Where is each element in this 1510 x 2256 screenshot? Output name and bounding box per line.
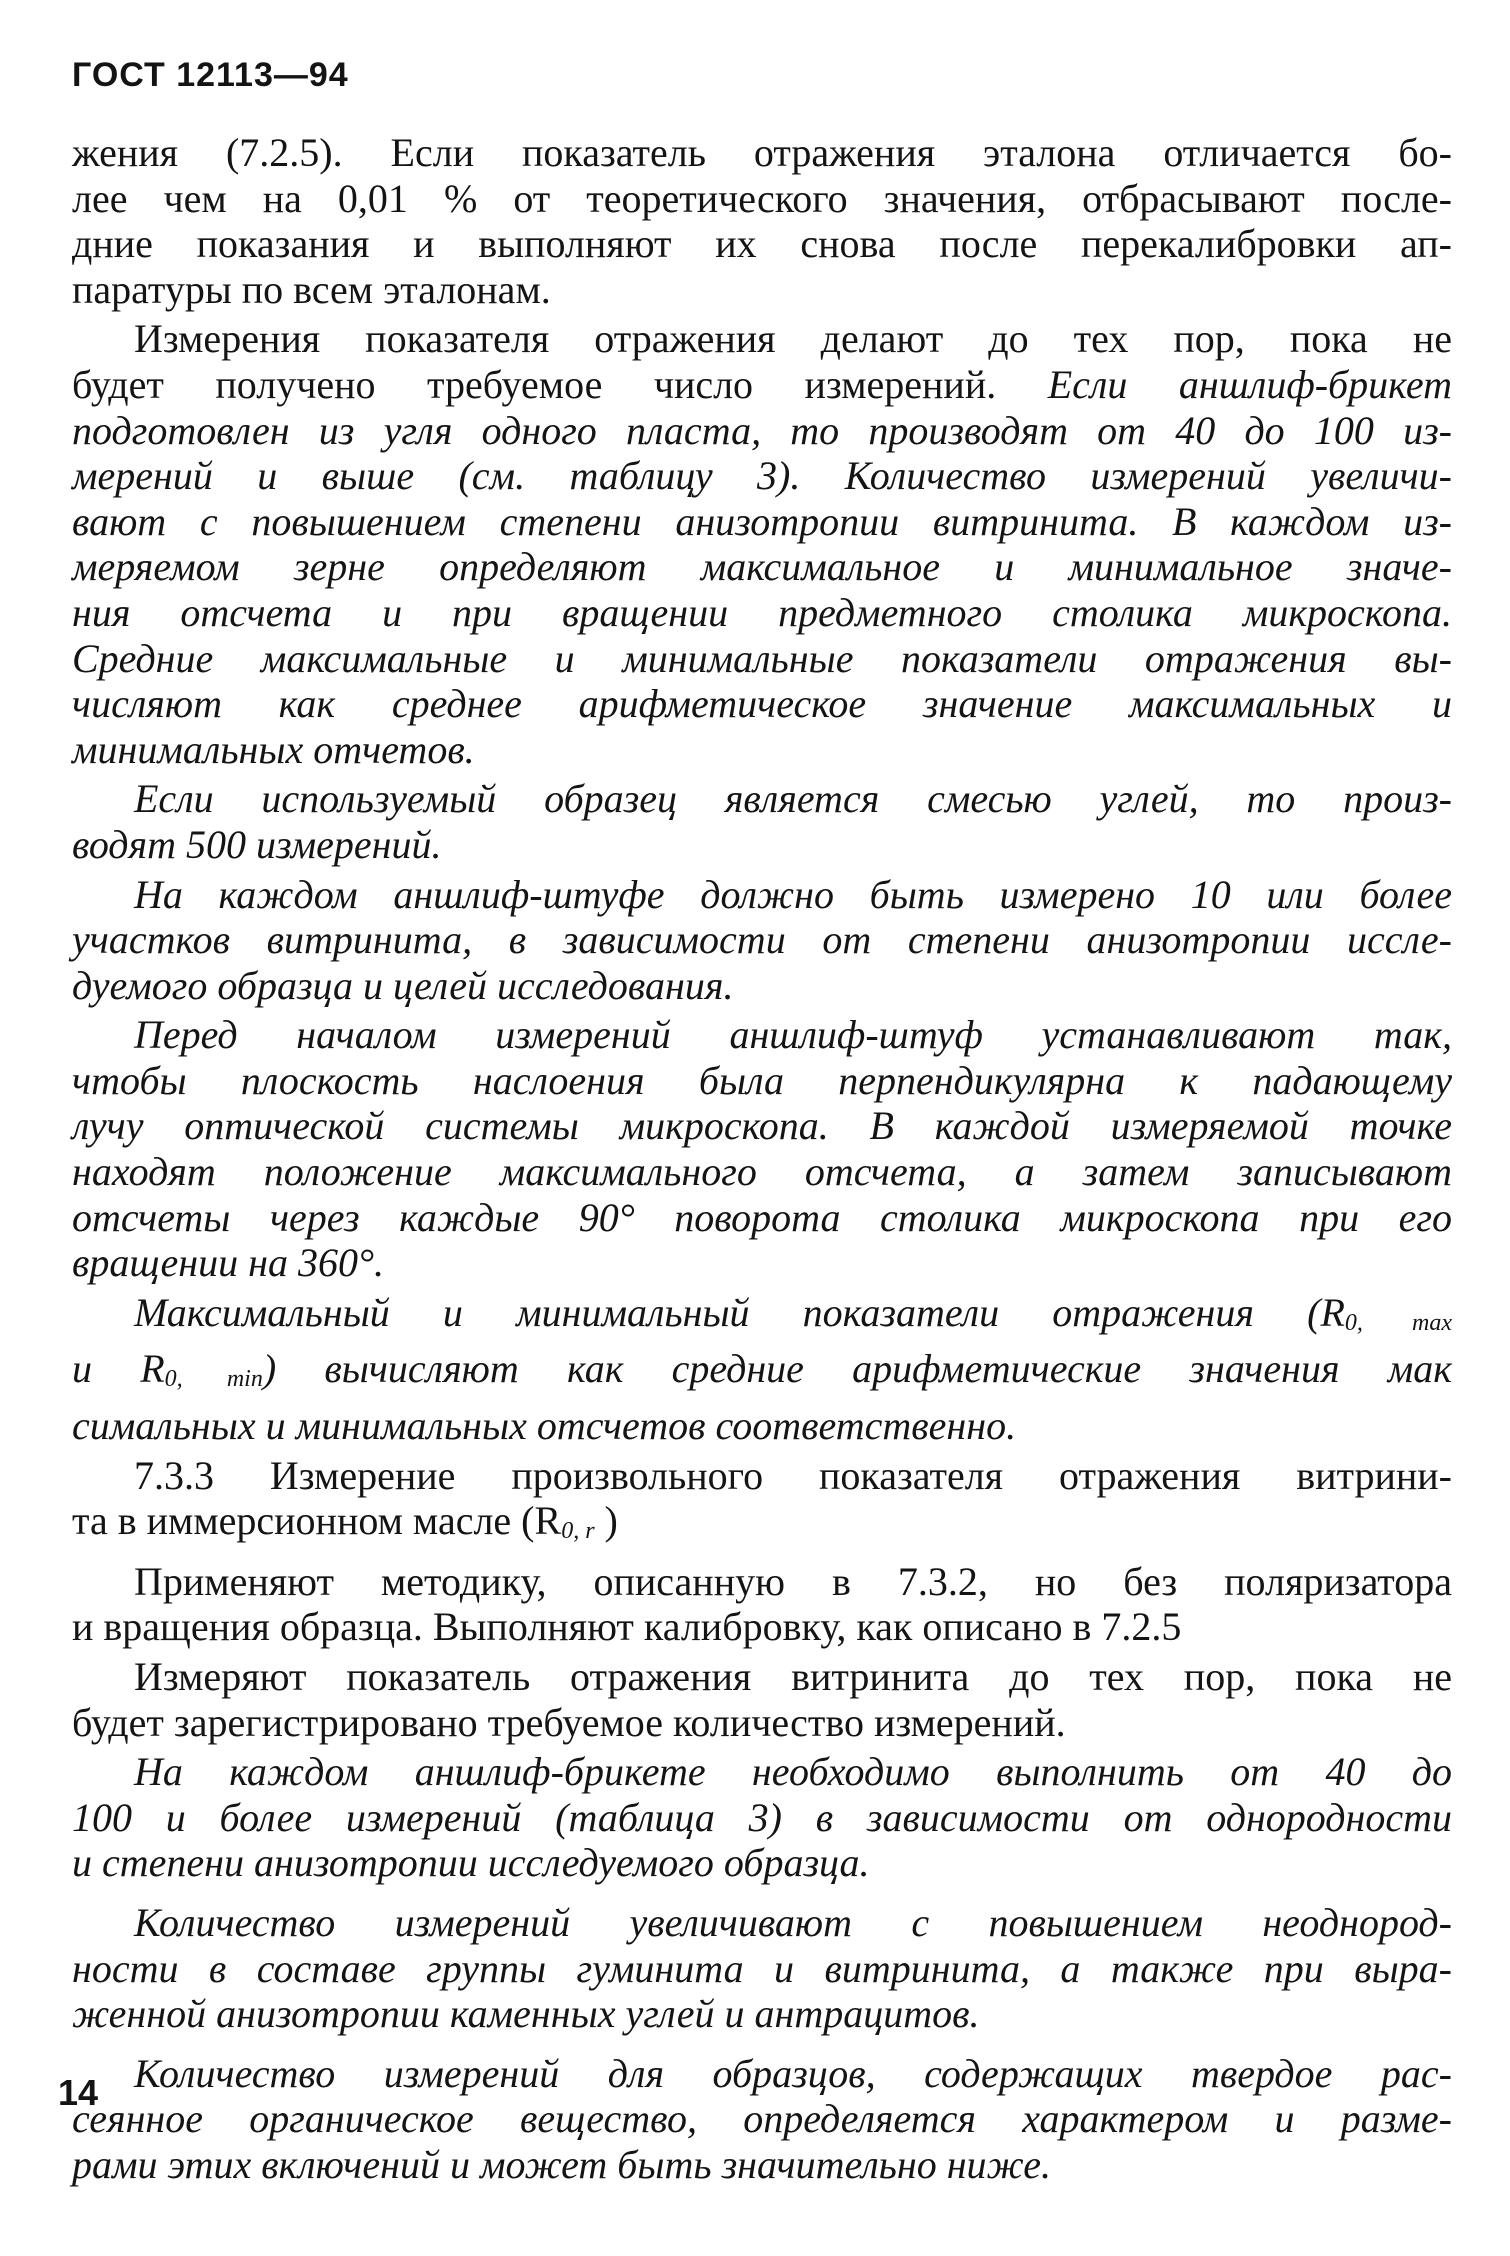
text-line: и степени анизотропии исследуемого образца. (72, 1840, 870, 1886)
text-line: женной анизотропии каменных углей и антрацитов. (72, 1991, 980, 2037)
page-number: 14 (58, 2072, 99, 2113)
paragraph (72, 776, 1452, 867)
text-line: будет зарегистрировано требуемое количество измерений. (72, 1699, 1066, 1745)
text-line: Если используемый образец является смесью углей, то произ- (134, 776, 1452, 822)
text-span: ) вычисляют как средние арифметические значения мак (262, 1346, 1453, 1392)
text-span-italic: Если аншлиф-брикет (1047, 361, 1452, 407)
text-line: симальных и минимальных отсчетов соответственно. (72, 1403, 1017, 1449)
paragraph (72, 1654, 1452, 1745)
text-line: отсчеты через каждые 90° поворота столика микроскопа при его (72, 1194, 1452, 1240)
text-line: лучу оптической системы микроскопа. В каждой измеряемой точке (72, 1103, 1452, 1149)
text-line: водят 500 измерений. (72, 821, 442, 867)
paragraph (72, 1012, 1452, 1286)
text-line: дуемого образца и целей исследования. (72, 962, 734, 1008)
text-span: будет получено требуемое число измерений. (72, 361, 997, 407)
paragraph (72, 130, 1452, 312)
paragraph (72, 2051, 1452, 2188)
text-line: Средние максимальные и минимальные показатели отражения вы- (72, 635, 1452, 681)
subscript: 0, max (1344, 1309, 1452, 1336)
text-line: чтобы плоскость наслоения была перпендикулярна к падающему (72, 1057, 1452, 1103)
text-line: участков витринита, в зависимости от степени анизотропии иссле- (72, 917, 1452, 963)
text-line: ния отсчета и при вращении предметного столика микроскопа. (72, 589, 1452, 635)
text-line: На каждом аншлиф-штуфе должно быть измерено 10 или более (134, 871, 1452, 917)
text-line (72, 1346, 1452, 1403)
paragraph (72, 1900, 1452, 2037)
text-line: и вращения образца. Выполняют калибровку, как описано в 7.2.5 (72, 1604, 1182, 1650)
text-line (72, 1498, 1452, 1555)
text-line: меряемом зерне определяют максимальное и минимальное значе- (72, 544, 1452, 590)
text-line: вают с повышением степени анизотропии витринита. В каждом из- (72, 498, 1452, 544)
text-line: рами этих включений и может быть значительно ниже. (72, 2141, 1051, 2187)
text-line: жения (7.2.5). Если показатель отражения эталона отличается бо- (72, 130, 1452, 175)
text-line: сеянное органическое вещество, определяется характером и разме- (72, 2096, 1452, 2142)
text-line: 7.3.3 Измерение произвольного показателя отражения витрини- (134, 1452, 1452, 1498)
paragraph (72, 316, 1452, 772)
text-line: ности в составе группы гуминита и витринита, а также при выра- (72, 1945, 1452, 1991)
text-line: лее чем на 0,01 % от теоретического значения, отбрасывают после- (72, 175, 1452, 221)
document-header: ГОСТ 12113—94 (72, 56, 349, 94)
text-span: и R (72, 1346, 165, 1392)
paragraph (72, 1290, 1452, 1449)
text-line: находят положение максимального отсчета, а затем записывают (72, 1149, 1452, 1195)
paragraph (72, 872, 1452, 1009)
text-line: На каждом аншлиф-брикете необходимо выполнить от 40 до (134, 1749, 1452, 1795)
text-line: Измерения показателя отражения делают до тех пор, пока не (134, 316, 1452, 362)
text-line: Количество измерений увеличивают с повышением неоднород- (134, 1899, 1452, 1945)
text-line (72, 1290, 1452, 1347)
text-line: Измеряют показатель отражения витринита до тех пор, пока не (134, 1654, 1452, 1699)
text-line: 100 и более измерений (таблица 3) в зависимости от однородности (72, 1794, 1452, 1840)
text-span: Максимальный и минимальный показатели отражения (R (134, 1289, 1345, 1335)
text-line: Перед началом измерений аншлиф-штуф устанавливают так, (134, 1012, 1452, 1058)
text-line: дние показания и выполняют их снова после перекалибровки ап- (72, 221, 1452, 267)
text-line (72, 362, 1452, 408)
text-span: ) (594, 1498, 618, 1544)
text-line: мерений и выше (см. таблицу 3). Количество измерений увеличи- (72, 453, 1452, 499)
text-line: Количество измерений для образцов, содержащих твердое рас- (134, 2050, 1452, 2096)
text-line: минимальных отчетов. (72, 726, 475, 772)
subscript: 0, min (164, 1366, 263, 1393)
section-heading (72, 1453, 1452, 1555)
text-line: вращении на 360°. (72, 1240, 384, 1286)
text-span: та в иммерсионном масле (R (72, 1498, 562, 1544)
text-line: паратуры по всем эталонам. (72, 266, 551, 312)
paragraph (72, 1559, 1452, 1650)
subscript: 0, r (561, 1518, 595, 1545)
document-body (72, 130, 1452, 2188)
text-line: Применяют методику, описанную в 7.3.2, но без поляризатора (134, 1558, 1452, 1604)
text-line: подготовлен из угля одного пласта, то производят от 40 до 100 из- (72, 407, 1452, 453)
text-line: числяют как среднее арифметическое значение максимальных и (72, 681, 1452, 727)
paragraph (72, 1749, 1452, 1886)
